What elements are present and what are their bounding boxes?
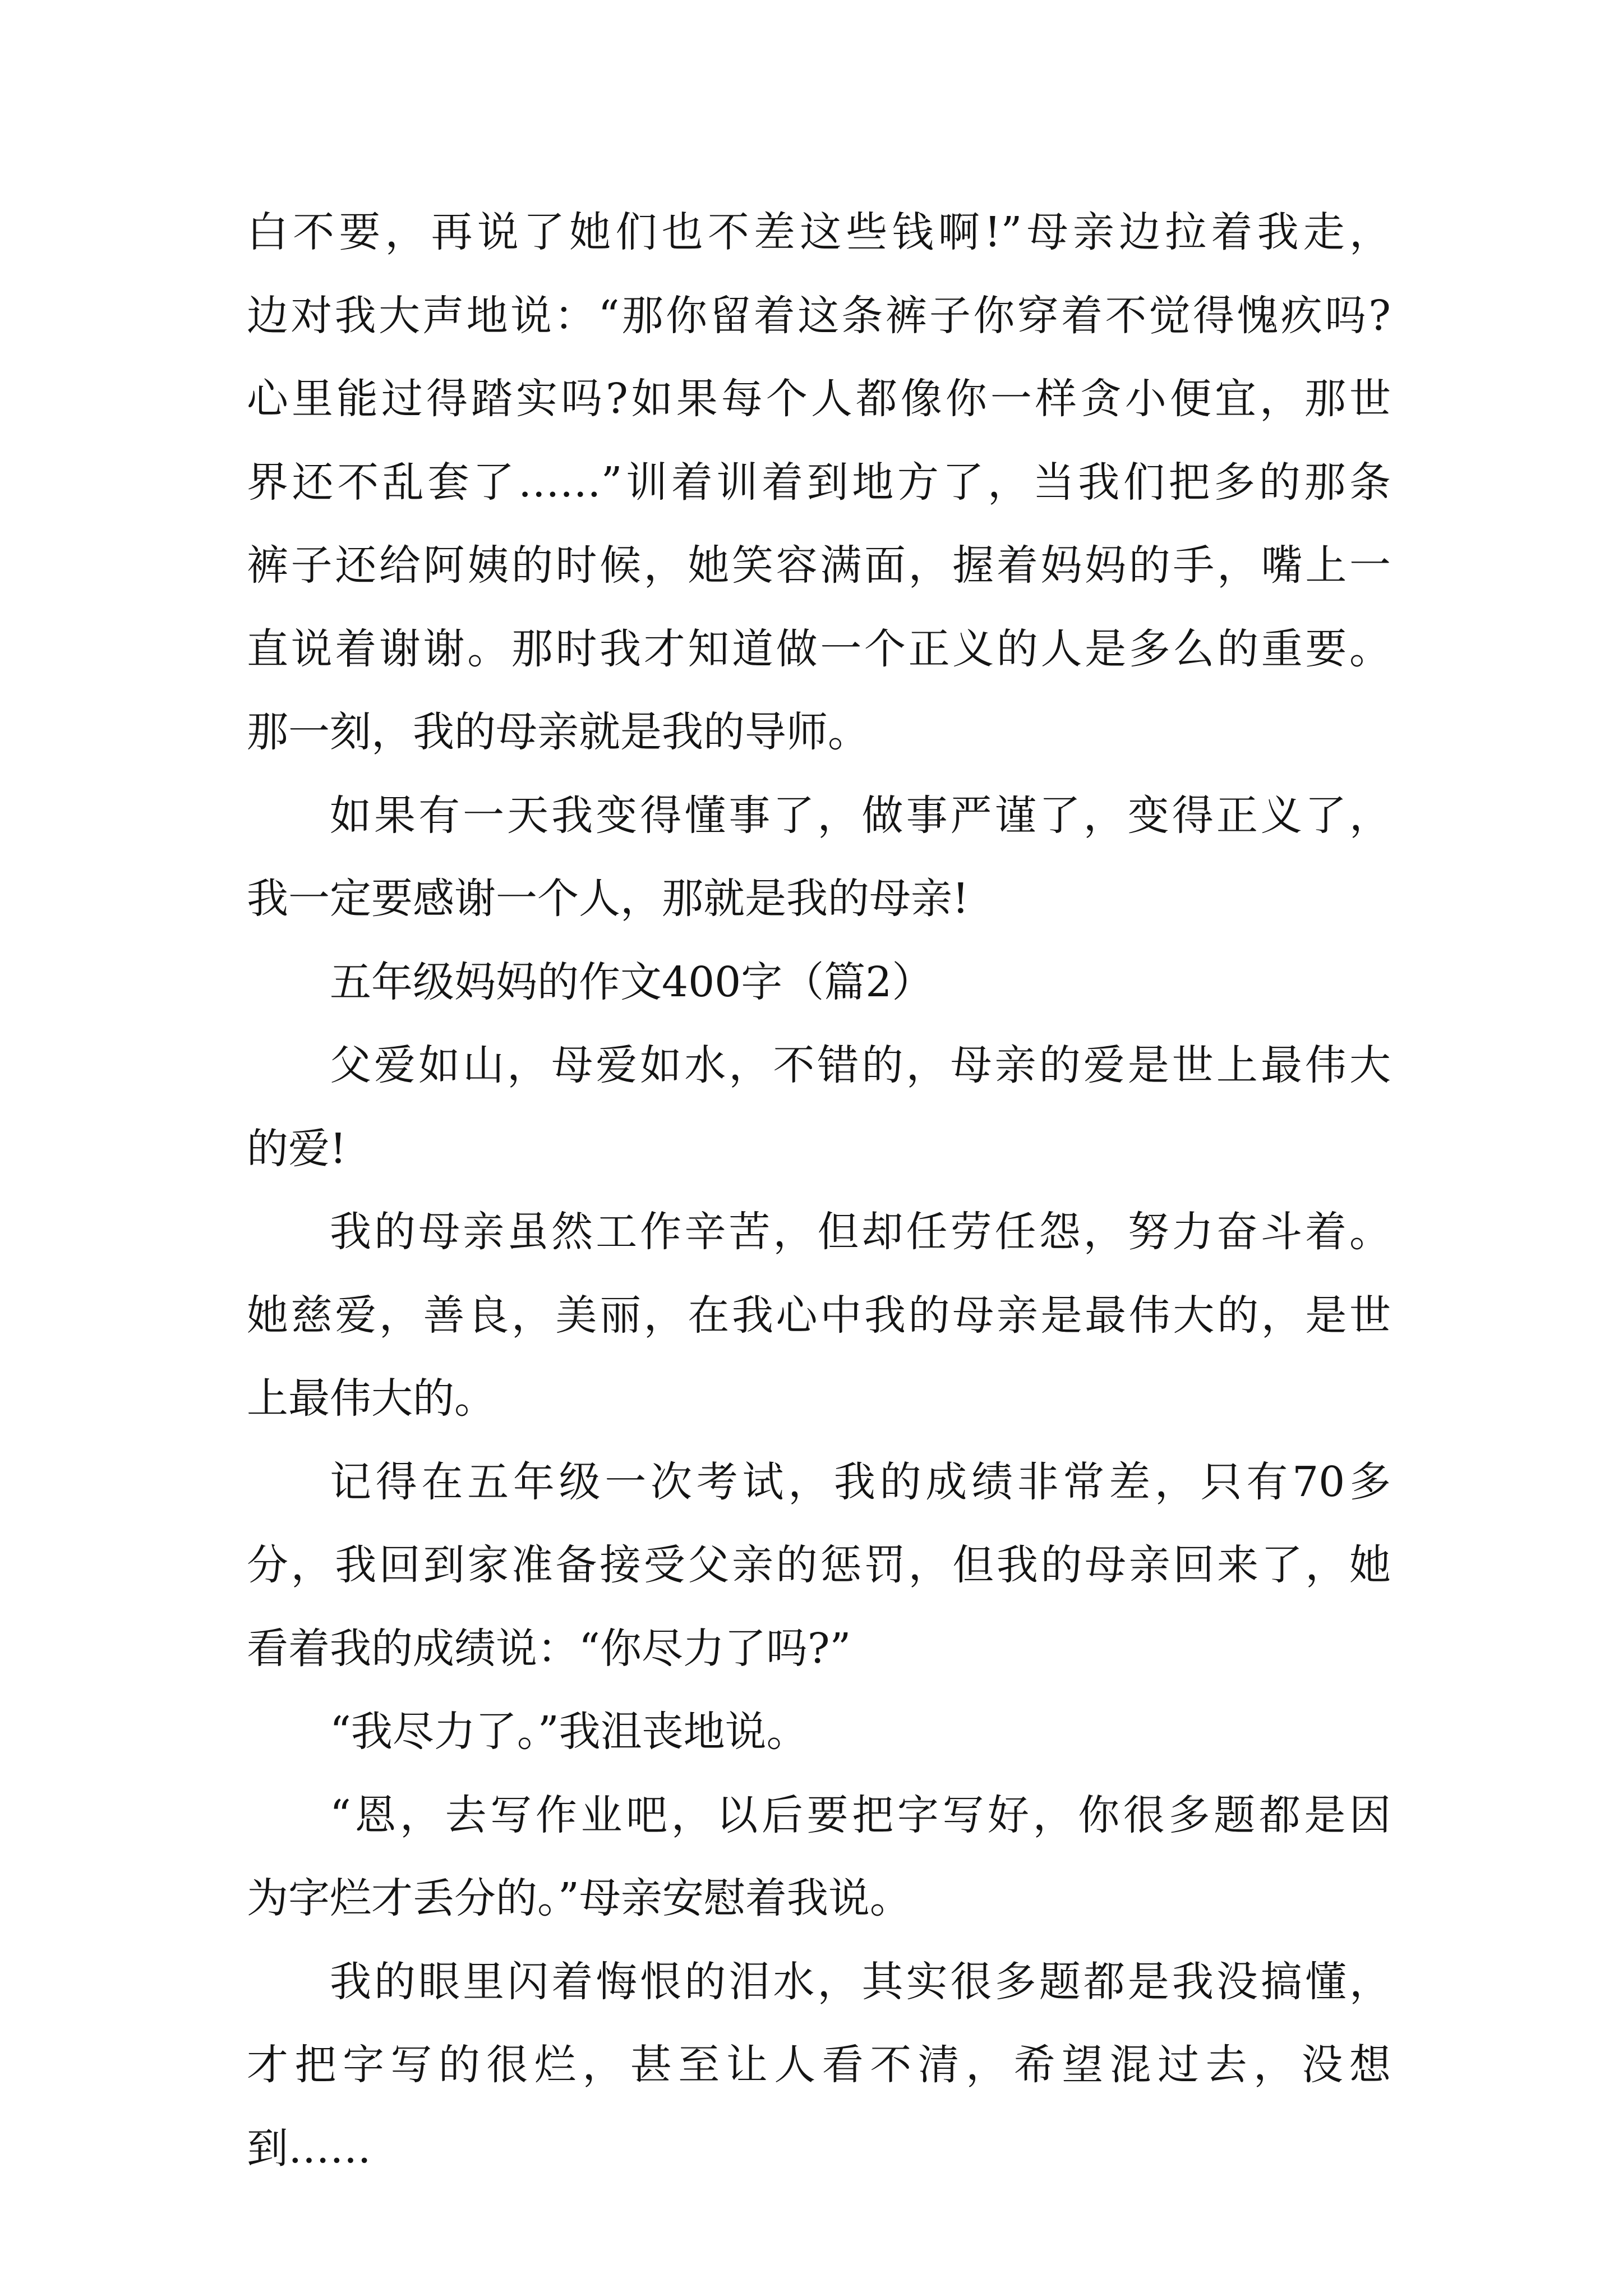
text-line: 直说着谢谢。那时我才知道做一个正义的人是多么的重要。 [247,624,1391,673]
text-line: 分，我回到家准备接受父亲的惩罚，但我的母亲回来了，她 [247,1541,1391,1589]
paragraph-start: 如果有一天我变得懂事了，做事严谨了，变得正义了， [330,791,1391,840]
paragraph-start: 我的眼里闪着悔恨的泪水，其实很多题都是我没搞懂， [330,1957,1391,2006]
essay-heading: 五年级妈妈的作文400字（篇2） [330,958,934,1006]
text-line: 边对我大声地说：“那你留着这条裤子你穿着不觉得愧疚吗? [247,291,1391,340]
paragraph-start: 记得在五年级一次考试，我的成绩非常差，只有70多 [330,1457,1391,1506]
text-line: 界还不乱套了……”训着训着到地方了，当我们把多的那条 [247,458,1391,507]
text-line: 上最伟大的。 [247,1374,496,1423]
paragraph-start: 父爱如山，母爱如水，不错的，母亲的爱是世上最伟大 [330,1041,1391,1089]
text-line: 的爱! [247,1124,347,1173]
text-line: 看着我的成绩说：“你尽力了吗?” [247,1624,851,1673]
text-line: 到…… [247,2124,371,2173]
text-line: 白不要，再说了她们也不差这些钱啊!”母亲边拉着我走， [247,208,1391,256]
paragraph-start: 我的母亲虽然工作辛苦，但却任劳任怨，努力奋斗着。 [330,1208,1391,1256]
text-line: 她慈爱，善良，美丽，在我心中我的母亲是最伟大的，是世 [247,1291,1391,1340]
paragraph-start: “恩，去写作业吧，以后要把字写好，你很多题都是因 [330,1791,1391,1839]
text-line: 裤子还给阿姨的时候，她笑容满面，握着妈妈的手，嘴上一 [247,541,1391,590]
text-line: 为字烂才丢分的。”母亲安慰着我说。 [247,1874,911,1922]
essay-text [247,191,1391,2190]
text-line: 才把字写的很烂，甚至让人看不清，希望混过去，没想 [247,2041,1391,2089]
text-line: 我一定要感谢一个人，那就是我的母亲! [247,875,969,923]
text-line: 那一刻，我的母亲就是我的导师。 [247,708,869,756]
text-line: 心里能过得踏实吗?如果每个人都像你一样贪小便宜，那世 [247,375,1391,423]
paragraph-start: “我尽力了。”我沮丧地说。 [330,1708,808,1756]
